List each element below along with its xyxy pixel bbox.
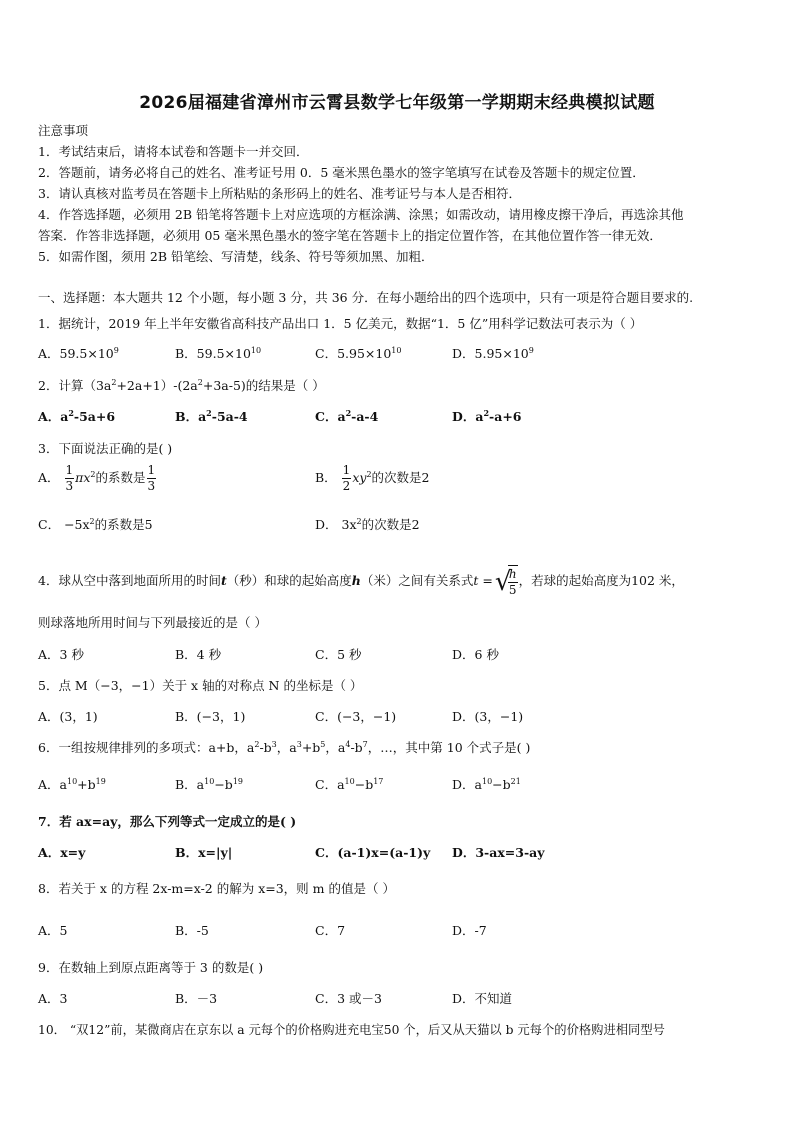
q4-option-d: D．6 秒 — [452, 647, 499, 662]
question-4-stem: 4．球从空中落到地面所用的时间t（秒）和球的起始高度h（米）之间有关系式t = √ $\frac{h}{5}$ ，若球的起始高度为102 米， — [38, 565, 684, 598]
q7-option-d: D．3-ax=3-ay — [452, 845, 545, 860]
notice-item: 4．作答选择题，必须用 2B 铅笔将答题卡上对应选项的方框涂满、涂黑；如需改动，请用橡皮擦干净后，再选涂其他 — [38, 207, 684, 222]
q9-option-c: C．3 或－3 — [315, 991, 382, 1006]
q1-option-d: D．$5.95\times 10^9$ — [452, 345, 534, 361]
notice-item: 5．如需作图，须用 2B 铅笔绘、写清楚，线条、符号等须加黑、加粗． — [38, 249, 434, 264]
q9-option-a: A．3 — [38, 991, 68, 1006]
q1-option-a: A．$59.5\times 10^9$ — [38, 345, 119, 361]
q5-option-a: A．(3，1) — [38, 709, 98, 724]
q7-option-a: A．x=y — [38, 845, 86, 860]
question-8-stem: 8．若关于 x 的方程 2x-m=x-2 的解为 x=3，则 m 的值是（ ） — [38, 881, 395, 896]
question-5-stem: 5．点 M（−3，−1）关于 x 轴的对称点 N 的坐标是（ ） — [38, 678, 363, 693]
q5-option-c: C．(−3，−1) — [315, 709, 397, 724]
q3-option-a: A． $\frac{1}{3}$ $\pi x^2$的系数是 $\frac{1}{3}$ — [38, 463, 156, 493]
q7-option-c: C．(a-1)x=(a-1)y — [315, 845, 431, 860]
q9-option-b: B．－3 — [175, 991, 218, 1006]
question-1-stem: 1．据统计，2019 年上半年安徽省高科技产品出口 1．5 亿美元，数据“1．5 亿”用科学记数法可表示为（ ） — [38, 316, 643, 331]
q4-option-c: C．5 秒 — [315, 647, 362, 662]
notice-item: 1．考试结束后，请将本试卷和答题卡一并交回． — [38, 144, 309, 159]
fraction-one-third: $\frac{1}{3}$ — [147, 463, 156, 493]
section-heading: 一、选择题：本大题共 12 个小题，每小题 3 分，共 36 分．在每小题给出的四个选项中，只有一项是符合题目要求的. — [38, 290, 694, 305]
q5-option-d: D．(3，−1) — [452, 709, 524, 724]
q6-option-b: B．$a^{10}-b^{19}$ — [175, 776, 243, 792]
q7-option-b: B．x=|y| — [175, 845, 233, 860]
question-4-stem-line2: 则球落地所用时间与下列最接近的是（ ） — [38, 615, 267, 630]
q8-option-c: C．7 — [315, 923, 346, 938]
q5-option-b: B．(−3，1) — [175, 709, 246, 724]
q3-option-c: C． $-5x^2$的系数是5 — [38, 516, 153, 532]
notice-heading: 注意事项 — [38, 123, 89, 138]
sqrt-formula: √ $\frac{h}{5}$ — [497, 565, 519, 598]
q9-option-d: D．不知道 — [452, 991, 513, 1006]
fraction-one-half: $\frac{1}{2}$ — [342, 463, 351, 493]
q2-option-d: D．$a^2-a+6$ — [452, 407, 522, 424]
q4-option-a: A．3 秒 — [38, 647, 84, 662]
q8-option-a: A．5 — [38, 923, 68, 938]
q8-option-b: B．-5 — [175, 923, 209, 938]
fraction-one-third: $\frac{1}{3}$ — [65, 463, 74, 493]
q3-option-b: B． $\frac{1}{2}$ $xy^2$的次数是2 — [315, 463, 430, 493]
q8-option-d: D．-7 — [452, 923, 487, 938]
question-9-stem: 9．在数轴上到原点距离等于 3 的数是( ) — [38, 960, 264, 975]
q6-option-d: D．$a^{10}-b^{21}$ — [452, 776, 521, 792]
question-6-stem: 6．一组按规律排列的多项式：a+b，$a^2-b^3$，$a^3+b^5$，$a^4-b^7$，…，其中第 10 个式子是( ) — [38, 739, 531, 755]
q1-option-c: C．$5.95\times 10^{10}$ — [315, 345, 402, 361]
notice-item: 答案．作答非选择题，必须用 05 毫米黑色墨水的签字笔在答题卡上的指定位置作答，在其他位置作答一律无效． — [38, 228, 662, 243]
q2-option-b: B．$a^2-5a-4$ — [175, 407, 248, 424]
question-3-stem: 3．下面说法正确的是( ) — [38, 441, 173, 456]
q3-option-d: D． $3x^2$的次数是2 — [315, 516, 420, 532]
q6-option-c: C．$a^{10}-b^{17}$ — [315, 776, 384, 792]
q4-option-b: B．4 秒 — [175, 647, 222, 662]
question-10-stem: 10． “双12”前，某微商店在京东以 a 元每个的价格购进充电宝50 个，后又从天猫以 b 元每个的价格购进相同型号 — [38, 1023, 665, 1037]
q6-option-a: A．$a^{10}+b^{19}$ — [38, 776, 106, 792]
q1-option-b: B．$59.5\times 10^{10}$ — [175, 345, 262, 361]
notice-item: 2．答题前，请务必将自己的姓名、准考证号用 0．5 毫米黑色墨水的签字笔填写在试卷及答题卡的规定位置． — [38, 165, 645, 180]
question-7-stem: 7．若 ax=ay，那么下列等式一定成立的是( ) — [38, 814, 297, 829]
page-title: 2026届福建省漳州市云霄县数学七年级第一学期期末经典模拟试题 — [139, 93, 655, 113]
question-2-stem: 2．计算$(3a^2+2a+1)-(2a^2+3a-5)$的结果是（ ） — [38, 377, 325, 393]
notice-item: 3．请认真核对监考员在答题卡上所粘贴的条形码上的姓名、准考证号与本人是否相符． — [38, 186, 521, 201]
q2-option-c: C．$a^2-a-4$ — [315, 407, 379, 424]
q2-option-a: A．$a^2-5a+6$ — [38, 407, 116, 424]
